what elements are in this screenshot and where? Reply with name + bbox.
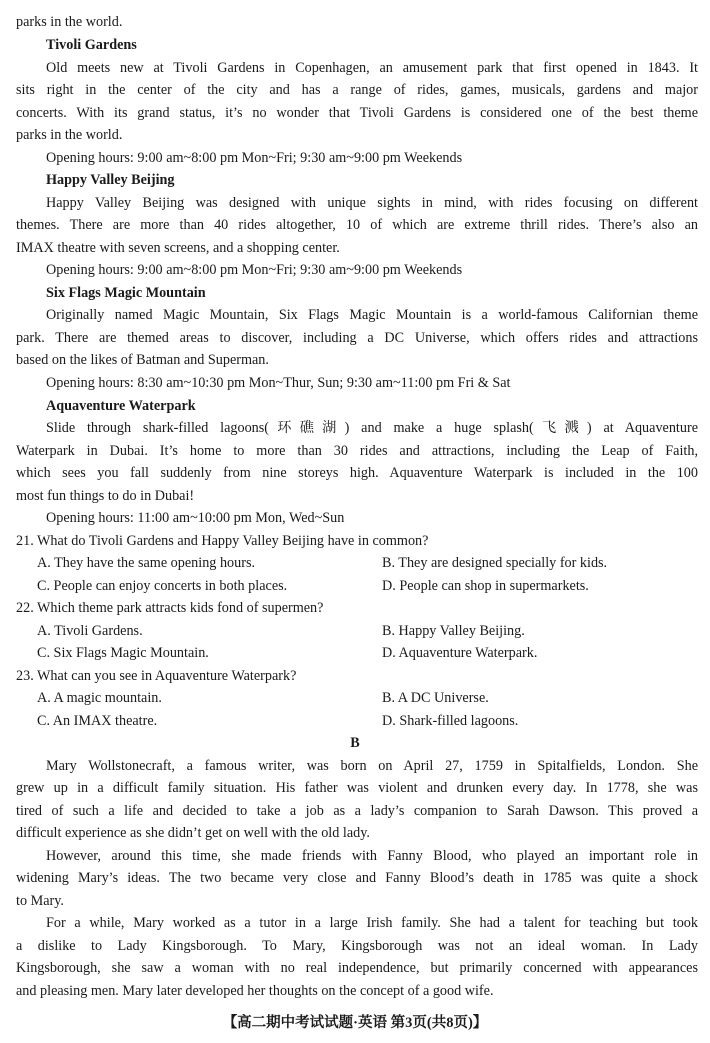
option-23-b: B. A DC Universe. (382, 690, 489, 706)
paragraph-line: Happy Valley Beijing was designed with unique sights in mind, with rides focusing on different (46, 195, 698, 211)
question-stem-23: 23. What can you see in Aquaventure Waterpark? (16, 668, 297, 684)
paragraph-line: tired of such a life and decided to take a job as a lady’s companion to Sarah Dawson. This proved a (16, 803, 698, 819)
option-21-a: A. They have the same opening hours. (37, 555, 256, 571)
paragraph-line: park. There are themed areas to discover, including a DC Universe, which offers rides and attractions (16, 330, 698, 346)
paragraph-line: Mary Wollstonecraft, a famous writer, was born on April 27, 1759 in Spitalfields, London. She (46, 758, 698, 774)
paragraph-line: Kingsborough, she saw a woman with no real independence, but primarily concerned with appearances (16, 960, 698, 976)
option-21-c: C. People can enjoy concerts in both places. (37, 578, 288, 594)
paragraph-line: sits right in the center of the city and has a range of rides, games, musicals, gardens and major (16, 82, 698, 98)
opening-hours: Opening hours: 11:00 am~10:00 pm Mon, Wed~Sun (46, 510, 345, 526)
opening-hours: Opening hours: 9:00 am~8:00 pm Mon~Fri; 9:30 am~9:00 pm Weekends (46, 150, 463, 166)
paragraph-line: widening Mary’s ideas. The two became very close and Fanny Blood’s death in 1785 was quite a shock (16, 870, 698, 886)
paragraph-line: difficult experience as she didn’t get on well with the old lady. (16, 825, 370, 841)
section-b-heading: B (350, 735, 360, 751)
park-heading-happy-valley: Happy Valley Beijing (46, 172, 175, 188)
paragraph-line: which sees you fall suddenly from nine storeys high. Aquaventure Waterpark is included in the 100 (16, 465, 698, 481)
option-23-d: D. Shark-filled lagoons. (382, 713, 519, 729)
park-heading-six-flags: Six Flags Magic Mountain (46, 285, 206, 301)
paragraph-line: IMAX theatre with seven screens, and a shopping center. (16, 240, 340, 256)
paragraph-line: themes. There are more than 40 rides altogether, 10 of which are extreme thrill rides. There’s also an (16, 217, 698, 233)
paragraph-line: Old meets new at Tivoli Gardens in Copenhagen, an amusement park that first opened in 1843. It (46, 60, 698, 76)
option-22-a: A. Tivoli Gardens. (37, 623, 143, 639)
question-stem-21: 21. What do Tivoli Gardens and Happy Valley Beijing have in common? (16, 533, 429, 549)
paragraph-line: parks in the world. (16, 127, 123, 143)
paragraph-line: grew up in a difficult family situation. His father was violent and drunken every day. In 1778, she was (16, 780, 698, 796)
paragraph-line: to Mary. (16, 893, 64, 909)
park-heading-aquaventure: Aquaventure Waterpark (46, 398, 196, 414)
option-22-d: D. Aquaventure Waterpark. (382, 645, 538, 661)
paragraph-line: most fun things to do in Dubai! (16, 488, 195, 504)
option-21-d: D. People can shop in supermarkets. (382, 578, 589, 594)
question-stem-22: 22. Which theme park attracts kids fond of supermen? (16, 600, 324, 616)
paragraph-line: However, around this time, she made friends with Fanny Blood, who played an important role in (46, 848, 698, 864)
paragraph-line: concerts. With its grand status, it’s no wonder that Tivoli Gardens is considered one of the best theme (16, 105, 698, 121)
park-heading-tivoli: Tivoli Gardens (46, 37, 137, 53)
intro-tail: parks in the world. (16, 14, 123, 30)
opening-hours: Opening hours: 8:30 am~10:30 pm Mon~Thur, Sun; 9:30 am~11:00 pm Fri & Sat (46, 375, 511, 391)
option-23-c: C. An IMAX theatre. (37, 713, 158, 729)
paragraph-line: Waterpark in Dubai. It’s home to more than 30 rides and attractions, including the Leap of Faith, (16, 443, 698, 459)
opening-hours: Opening hours: 9:00 am~8:00 pm Mon~Fri; 9:30 am~9:00 pm Weekends (46, 262, 463, 278)
option-22-c: C. Six Flags Magic Mountain. (37, 645, 209, 661)
option-21-b: B. They are designed specially for kids. (382, 555, 608, 571)
paragraph-line: For a while, Mary worked as a tutor in a large Irish family. She had a talent for teaching but took (46, 915, 698, 931)
paragraph-line: Originally named Magic Mountain, Six Flags Magic Mountain is a world-famous Californian theme (46, 307, 698, 323)
paragraph-line: and pleasing men. Mary later developed her thoughts on the concept of a good wife. (16, 983, 494, 999)
paragraph-line: Slide through shark-filled lagoons(环礁湖) and make a huge splash(飞溅) at Aquaventure (46, 420, 698, 436)
option-22-b: B. Happy Valley Beijing. (382, 623, 525, 639)
page-footer: 【高二期中考试试题·英语 第3页(共8页)】 (222, 1015, 488, 1031)
paragraph-line: based on the likes of Batman and Superman. (16, 352, 269, 368)
paragraph-line: a dislike to Lady Kingsborough. To Mary, Kingsborough was not an ideal woman. In Lady (16, 938, 698, 954)
option-23-a: A. A magic mountain. (37, 690, 162, 706)
